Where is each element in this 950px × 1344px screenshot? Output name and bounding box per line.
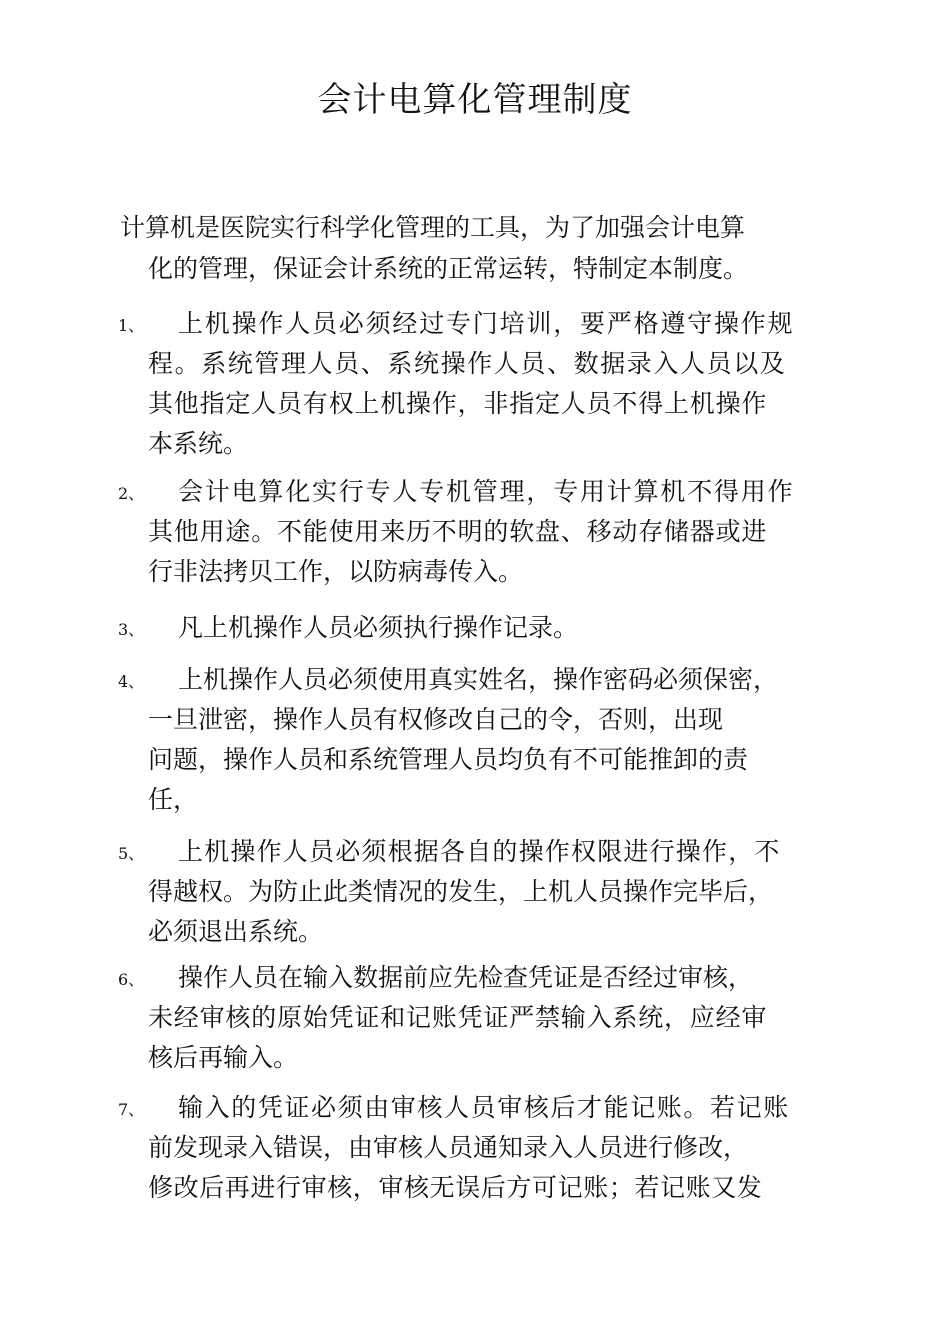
intro-line: 化的管理，保证会计系统的正常运转，特制定本制度。 (148, 254, 749, 283)
item-number: 5、 (118, 844, 145, 863)
item-number: 7、 (118, 1100, 145, 1119)
item-number: 3、 (118, 620, 145, 639)
item-number: 4、 (118, 672, 145, 691)
item-line: 必须退出系统。 (148, 917, 324, 946)
item-line: 未经审核的原始凭证和记账凭证严禁输入系统，应经审 (148, 1003, 768, 1032)
item-number: 6、 (118, 970, 145, 989)
document-title: 会计电算化管理制度 (317, 80, 633, 120)
item-line: 其他指定人员有权上机操作，非指定人员不得上机操作 (148, 389, 768, 418)
item-line: 问题，操作人员和系统管理人员均负有不可能推卸的责 (148, 745, 749, 774)
item-line: 操作人员在输入数据前应先检查凭证是否经过审核， (178, 963, 754, 992)
item-line: 核后再输入。 (148, 1043, 299, 1072)
item-line: 任， (148, 785, 199, 814)
item-line: 会计电算化实行专人专机管理，专用计算机不得用作 (178, 477, 795, 506)
item-line: 上机操作人员必须经过专门培训，要严格遵守操作规 (178, 309, 795, 338)
item-line: 本系统。 (148, 429, 249, 458)
item-number: 2、 (118, 484, 145, 503)
intro-line: 计算机是医院实行科学化管理的工具，为了加强会计电算 (120, 213, 746, 242)
item-line: 凡上机操作人员必须执行操作记录。 (178, 613, 579, 642)
item-line: 得越权。为防止此类情况的发生，上机人员操作完毕后， (148, 877, 774, 906)
item-number: 1、 (118, 316, 145, 335)
item-line: 输入的凭证必须由审核人员审核后才能记账。若记账 (178, 1093, 790, 1122)
item-line: 上机操作人员必须根据各自的操作权限进行操作，不 (178, 837, 781, 866)
item-line: 修改后再进行审核，审核无误后方可记账；若记账又发 (148, 1173, 763, 1202)
item-line: 程。系统管理人员、系统操作人员、数据录入人员以及 (148, 349, 787, 378)
item-line: 上机操作人员必须使用真实姓名，操作密码必须保密， (178, 665, 779, 694)
item-line: 行非法拷贝工作，以防病毒传入。 (148, 557, 524, 586)
item-line: 其他用途。不能使用来历不明的软盘、移动存储器或进 (148, 517, 768, 546)
item-line: 一旦泄密，操作人员有权修改自己的令，否则，出现 (148, 705, 724, 734)
item-line: 前发现录入错误，由审核人员通知录入人员进行修改， (148, 1133, 749, 1162)
